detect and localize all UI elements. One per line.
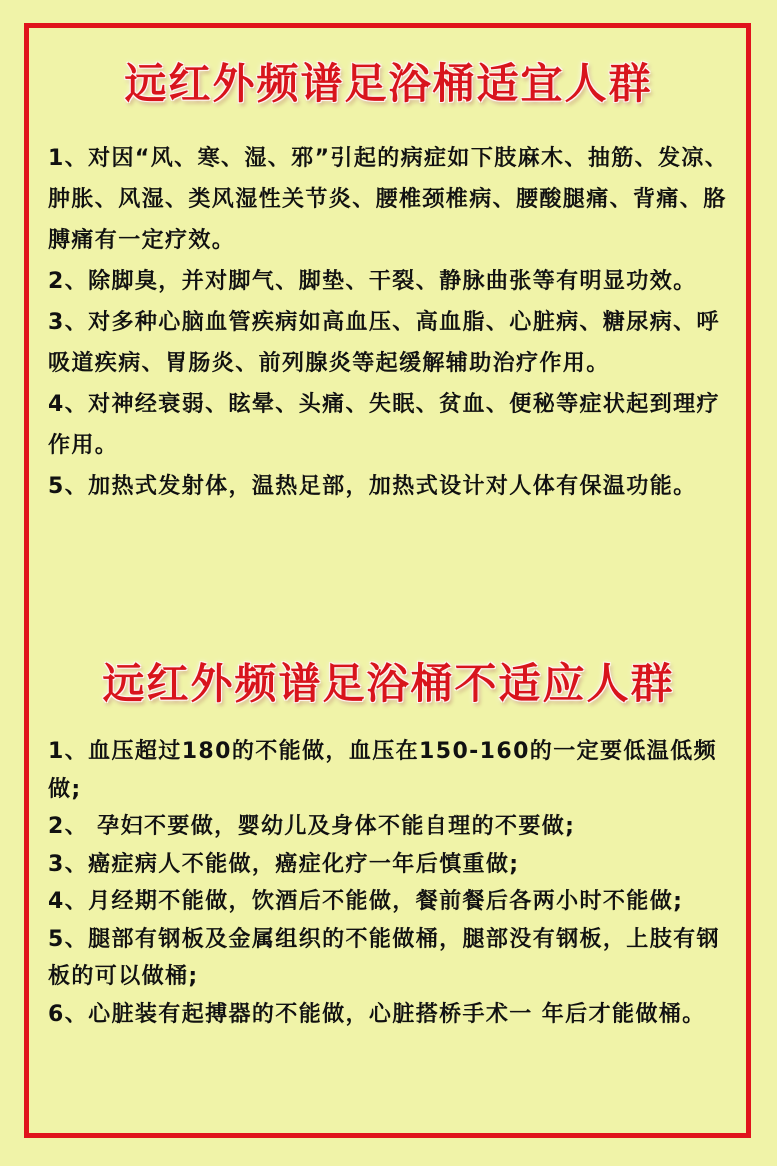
suitable-item-4: 4、对神经衰弱、眩晕、头痛、失眠、贫血、便秘等症状起到理疗作用。: [48, 392, 720, 458]
suitable-item-1: 1、对因“风、寒、湿、邪”引起的病症如下肢麻木、抽筋、发凉、肿胀、风湿、类风湿性关节炎、腰椎颈椎病、腰酸腿痛、背痛、胳膊痛有一定疗效。: [48, 146, 729, 253]
unsuitable-item-3: 3、癌症病人不能做，癌症化疗一年后慎重做;: [48, 851, 520, 877]
unsuitable-item-5: 5、腿部有钢板及金属组织的不能做桶，腿部没有钢板，上肢有钢板的可以做桶;: [48, 926, 720, 989]
unsuitable-list: [48, 733, 738, 1033]
unsuitable-item-1: 1、血压超过180的不能做，血压在150-160的一定要低温低频做;: [48, 739, 718, 802]
suitable-item-5: 5、加热式发射体，温热足部，加热式设计对人体有保温功能。: [48, 474, 697, 499]
suitable-item-3: 3、对多种心脑血管疾病如高血压、高血脂、心脏病、糖尿病、呼吸道疾病、胃肠炎、前列腺炎等起缓解辅助治疗作用。: [48, 310, 720, 376]
suitable-item-2: 2、除脚臭，并对脚气、脚垫、干裂、静脉曲张等有明显功效。: [48, 269, 697, 294]
unsuitable-item-2: 2、 孕妇不要做，婴幼儿及身体不能自理的不要做;: [48, 814, 576, 839]
unsuitable-item-4: 4、月经期不能做，饮酒后不能做，餐前餐后各两小时不能做;: [48, 889, 684, 914]
suitable-list: [48, 138, 738, 507]
suitable-section-title: 远红外频谱足浴桶适宜人群: [124, 59, 653, 108]
unsuitable-item-6: 6、心脏装有起搏器的不能做，心脏搭桥手术一 年后才能做桶。: [48, 1001, 706, 1027]
unsuitable-section-title: 远红外频谱足浴桶不适应人群: [102, 659, 675, 708]
